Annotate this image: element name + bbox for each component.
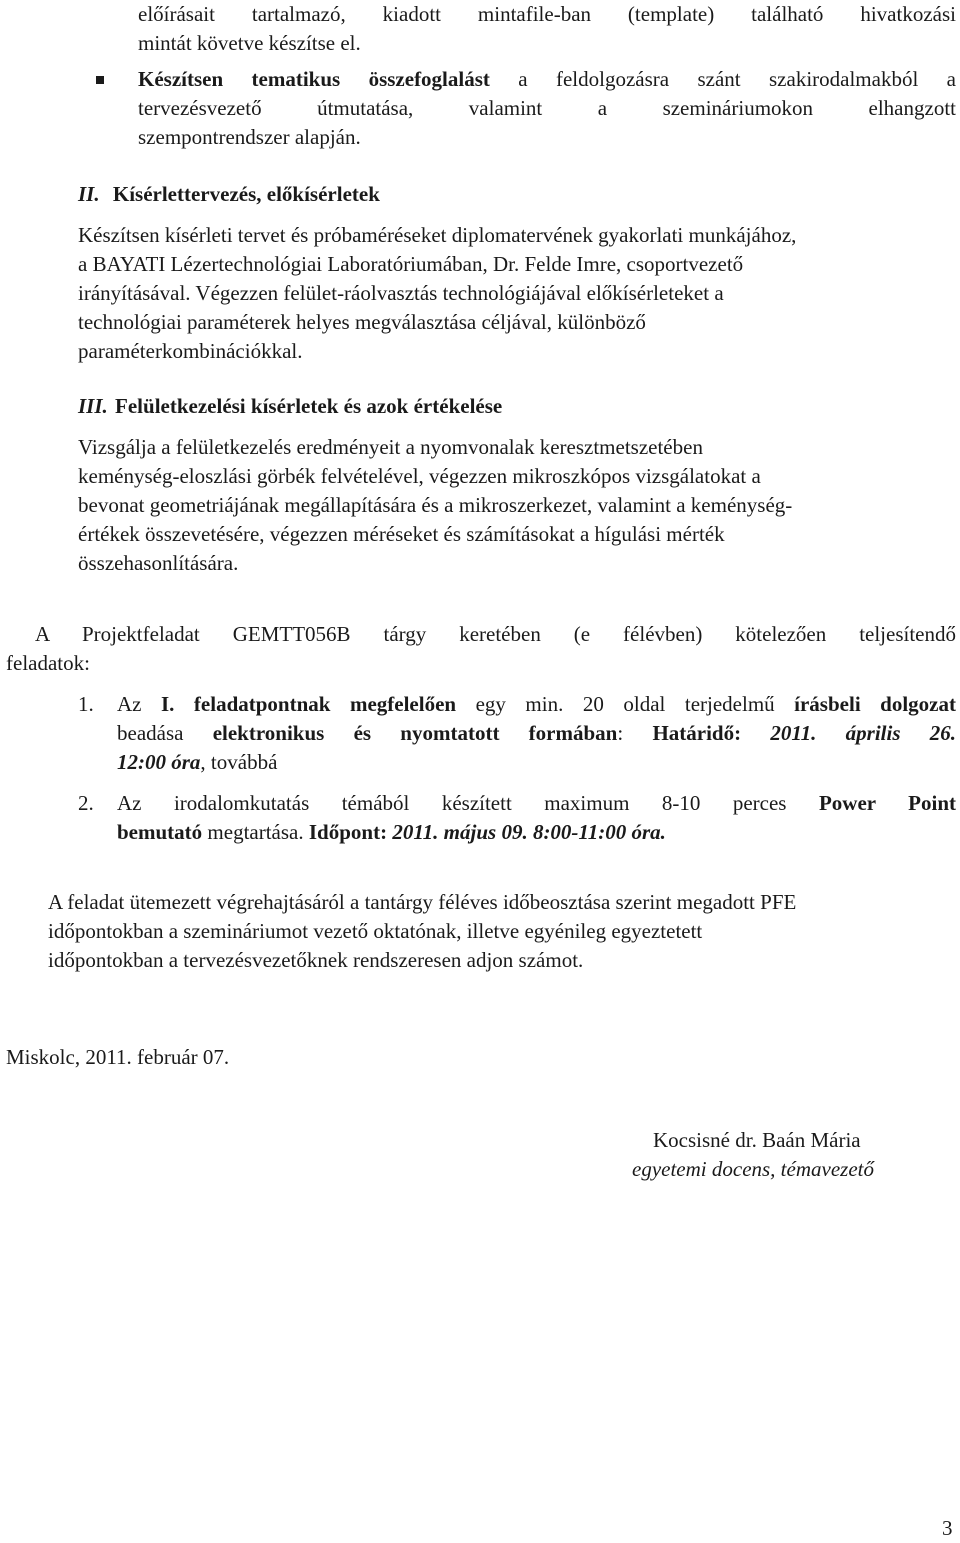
closing-line: A feladat ütemezett végrehajtásáról a tantárgy féléves időbeosztása szerint megadott PFE [48,890,797,914]
intro-paragraph [138,0,956,58]
intro-line-2: mintát követve készítse el. [138,31,361,55]
bullet-line-1-rest: a feldolgozásra szánt szakirodalmakból a [489,67,957,91]
place-date: Miskolc, 2011. február 07. [6,1045,230,1069]
item-1-bold: I. feladatpontnak megfelelően [161,692,457,716]
section-2-body [78,221,956,366]
section-2-numeral: II. [78,182,100,206]
section-3-numeral: III. [78,394,108,418]
section-2-line: irányításával. Végezzen felület-ráolvasztás technológiájával előkísérleteket a [78,281,724,305]
section-3-heading [78,392,502,421]
item-1-part: Az [117,692,161,716]
section-3-line: összehasonlítására. [78,551,239,575]
section-2-line: a BAYATI Lézertechnológiai Laboratóriumában, Dr. Felde Imre, csoportvezető [78,252,744,276]
item-2-datetime: 2011. május 09. 8:00-11:00 óra. [387,820,666,844]
section-2-line: paraméterkombinációkkal. [78,339,303,363]
closing-line: időpontokban a szemináriumot vezető oktatónak, illetve egyénileg egyeztetett [48,919,703,943]
item-1-bold: írásbeli dolgozat [794,692,956,716]
section-3-line: bevonat geometriájának megállapítására és a mikroszerkezet, valamint a keménység- [78,493,793,517]
project-line-1: A Projektfeladat GEMTT056B tárgy keretében (e félévben) kötelezően teljesítendő [35,622,956,646]
item-1-part: beadása [117,721,213,745]
section-3-line: Vizsgálja a felületkezelés eredményeit a nyomvonalak keresztmetszetében [78,435,703,459]
signature-title: egyetemi docens, témavezető [632,1157,874,1181]
section-3-line: keménység-eloszlási görbék felvételével, végezzen mikroszkópos vizsgálatokat a [78,464,761,488]
project-paragraph [6,620,956,678]
item-2-bold: Power Point [818,791,957,815]
bullet-line-2: tervezésvezető útmutatása, valamint a szemináriumokon elhangzott [138,96,956,120]
item-2-part: megtartása. [202,820,309,844]
item-1-bold: elektronikus és nyomtatott formában [212,721,618,745]
item-1-bold: Határidő: [652,721,742,745]
closing-paragraph [48,888,956,975]
section-3-body [78,433,956,578]
item-2-number: 2. [78,791,94,815]
closing-line: időpontokban a tervezésvezetőknek rendszeresen adjon számot. [48,948,584,972]
item-1-part: : [617,721,653,745]
square-bullet-icon [96,76,104,84]
bullet-line-3: szempontrendszer alapján. [138,125,361,149]
section-2-title: Kísérlettervezés, előkísérletek [112,182,380,206]
section-3-title: Felületkezelési kísérletek és azok értékelése [115,394,503,418]
item-2-bold: Időpont: [308,820,388,844]
section-2-heading [78,180,380,209]
page-number: 3 [942,1516,953,1540]
project-line-2: feladatok: [6,651,90,675]
item-1-text [117,690,956,777]
item-2-part: Az irodalomkutatás témából készített maximum 8-10 perces [117,791,819,815]
signature-name: Kocsisné dr. Baán Mária [653,1128,861,1152]
bullet-bold-lead: Készítsen tematikus összefoglalást [138,67,490,91]
item-1-part: , továbbá [200,750,278,774]
section-2-line: technológiai paraméterek helyes megválasztása céljával, különböző [78,310,646,334]
item-1-part: egy min. 20 oldal terjedelmű [456,692,795,716]
intro-line-1: előírásait tartalmazó, kiadott mintafile-ban (template) található hivatkozási [138,2,956,26]
section-3-line: értékek összevetésére, végezzen méréseket és számításokat a hígulási mérték [78,522,725,546]
item-2-bold: bemutató [117,820,203,844]
section-2-line: Készítsen kísérleti tervet és próbaméréseket diplomatervének gyakorlati munkájához, [78,223,797,247]
bullet-paragraph [138,65,956,152]
item-1-number: 1. [78,692,94,716]
item-1-deadline-time: 12:00 óra [117,750,201,774]
item-2-text [117,789,956,847]
item-1-deadline: 2011. április 26. [741,721,956,745]
